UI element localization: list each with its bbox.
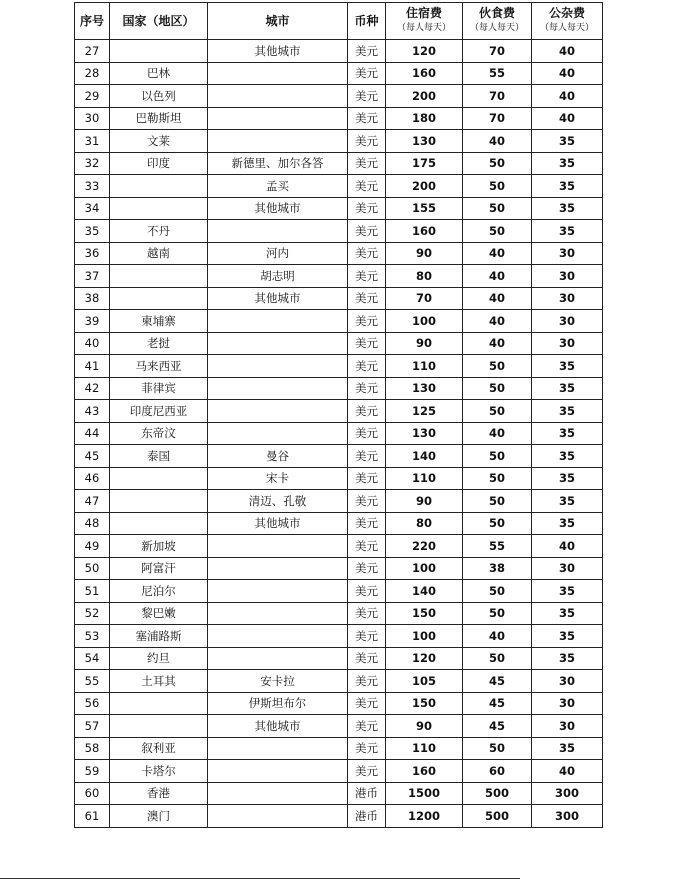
cell-meals: 55 [463,62,532,85]
cell-currency: 美元 [348,512,386,535]
cell-index: 61 [75,805,110,828]
cell-index: 59 [75,760,110,783]
cell-currency: 美元 [348,265,386,288]
cell-currency: 美元 [348,422,386,445]
cell-country [110,467,208,490]
table-row [75,467,603,490]
cell-misc: 35 [532,647,603,670]
cell-lodging: 200 [386,175,463,198]
cell-lodging: 100 [386,625,463,648]
cell-currency: 美元 [348,197,386,220]
cell-city [208,400,348,423]
cell-misc: 300 [532,805,603,828]
cell-city [208,310,348,333]
cell-misc: 30 [532,265,603,288]
cell-meals: 50 [463,647,532,670]
cell-currency: 美元 [348,760,386,783]
cell-lodging: 90 [386,715,463,738]
cell-currency: 美元 [348,602,386,625]
cell-meals: 50 [463,400,532,423]
cell-index: 57 [75,715,110,738]
table-row [75,175,603,198]
cell-currency: 美元 [348,445,386,468]
cell-lodging: 130 [386,130,463,153]
table-row [75,287,603,310]
cell-city [208,85,348,108]
table-row [75,557,603,580]
cell-meals: 50 [463,445,532,468]
cell-currency: 港币 [348,805,386,828]
cell-city [208,535,348,558]
cell-index: 55 [75,670,110,693]
table-row [75,580,603,603]
cell-city [208,62,348,85]
cell-country: 澳门 [110,805,208,828]
cell-misc: 30 [532,692,603,715]
table-row [75,670,603,693]
cell-lodging: 125 [386,400,463,423]
table-row [75,377,603,400]
cell-city [208,625,348,648]
cell-country: 阿富汗 [110,557,208,580]
cell-currency: 美元 [348,737,386,760]
table-row [75,332,603,355]
cell-misc: 30 [532,557,603,580]
cell-index: 42 [75,377,110,400]
table-row [75,62,603,85]
cell-index: 39 [75,310,110,333]
table-row [75,715,603,738]
cell-country: 马来西亚 [110,355,208,378]
cell-currency: 美元 [348,467,386,490]
cell-lodging: 110 [386,467,463,490]
cell-currency: 美元 [348,107,386,130]
cell-currency: 美元 [348,287,386,310]
cell-misc: 35 [532,512,603,535]
cell-index: 56 [75,692,110,715]
cell-currency: 美元 [348,557,386,580]
cell-misc: 35 [532,737,603,760]
cell-meals: 40 [463,265,532,288]
cell-lodging: 110 [386,355,463,378]
cell-meals: 40 [463,242,532,265]
table-row [75,625,603,648]
cell-currency: 美元 [348,670,386,693]
table-row [75,220,603,243]
cell-index: 44 [75,422,110,445]
cell-meals: 50 [463,152,532,175]
cell-meals: 50 [463,355,532,378]
cell-country [110,197,208,220]
cell-meals: 50 [463,175,532,198]
cell-meals: 40 [463,422,532,445]
cell-misc: 35 [532,467,603,490]
cell-index: 34 [75,197,110,220]
cell-currency: 美元 [348,535,386,558]
cell-meals: 50 [463,220,532,243]
cell-country: 不丹 [110,220,208,243]
cell-country: 黎巴嫩 [110,602,208,625]
cell-meals: 40 [463,625,532,648]
table-row [75,490,603,513]
table-row [75,107,603,130]
cell-index: 38 [75,287,110,310]
cell-country: 东帝汶 [110,422,208,445]
cell-index: 51 [75,580,110,603]
table-row [75,422,603,445]
table-row [75,265,603,288]
cell-lodging: 100 [386,310,463,333]
cell-currency: 美元 [348,332,386,355]
cell-country: 文莱 [110,130,208,153]
table-row [75,737,603,760]
cell-misc: 35 [532,220,603,243]
cell-lodging: 120 [386,647,463,670]
cell-index: 33 [75,175,110,198]
header-meals-note: （每人每天） [469,23,524,33]
cell-misc: 35 [532,602,603,625]
cell-meals: 50 [463,197,532,220]
cell-country [110,692,208,715]
cell-country: 新加坡 [110,535,208,558]
cell-index: 58 [75,737,110,760]
cell-city [208,130,348,153]
cell-city [208,602,348,625]
cell-misc: 300 [532,782,603,805]
cell-city [208,332,348,355]
cell-currency: 美元 [348,310,386,333]
cell-lodging: 150 [386,692,463,715]
cell-misc: 35 [532,445,603,468]
cell-country: 香港 [110,782,208,805]
cell-meals: 40 [463,287,532,310]
cell-currency: 美元 [348,490,386,513]
cell-country: 越南 [110,242,208,265]
cell-city [208,580,348,603]
cell-city: 其他城市 [208,715,348,738]
cell-misc: 35 [532,197,603,220]
standards-table [74,2,603,828]
cell-country [110,40,208,63]
header-lodging-note: （每人每天） [396,23,451,33]
cell-city [208,355,348,378]
cell-meals: 70 [463,107,532,130]
cell-country: 叙利亚 [110,737,208,760]
table-row [75,445,603,468]
cell-country: 以色列 [110,85,208,108]
cell-city: 胡志明 [208,265,348,288]
cell-lodging: 90 [386,332,463,355]
cell-city [208,647,348,670]
cell-country [110,265,208,288]
cell-misc: 40 [532,760,603,783]
cell-meals: 50 [463,377,532,400]
cell-index: 40 [75,332,110,355]
page-bottom-rule [0,878,520,879]
header-meals-label: 伙食费 [478,6,515,20]
cell-misc: 30 [532,715,603,738]
cell-misc: 30 [532,287,603,310]
cell-lodging: 105 [386,670,463,693]
cell-misc: 35 [532,422,603,445]
cell-misc: 35 [532,175,603,198]
cell-country [110,490,208,513]
cell-currency: 美元 [348,715,386,738]
cell-city: 宋卡 [208,467,348,490]
cell-country: 柬埔寨 [110,310,208,333]
cell-index: 37 [75,265,110,288]
cell-city: 安卡拉 [208,670,348,693]
cell-currency: 美元 [348,580,386,603]
cell-lodging: 80 [386,512,463,535]
cell-country: 塞浦路斯 [110,625,208,648]
cell-index: 32 [75,152,110,175]
cell-country: 尼泊尔 [110,580,208,603]
cell-meals: 50 [463,737,532,760]
table-row [75,355,603,378]
cell-index: 27 [75,40,110,63]
cell-lodging: 1500 [386,782,463,805]
cell-lodging: 140 [386,445,463,468]
cell-misc: 40 [532,85,603,108]
cell-city [208,107,348,130]
header-country: 国家（地区） [110,3,208,40]
cell-country: 印度 [110,152,208,175]
cell-currency: 美元 [348,242,386,265]
cell-city: 清迈、孔敬 [208,490,348,513]
cell-currency: 美元 [348,220,386,243]
table-row [75,197,603,220]
cell-index: 30 [75,107,110,130]
cell-currency: 美元 [348,152,386,175]
cell-city [208,782,348,805]
table-row [75,760,603,783]
header-row [75,3,603,40]
cell-city [208,422,348,445]
cell-meals: 60 [463,760,532,783]
table-row [75,242,603,265]
cell-index: 60 [75,782,110,805]
cell-currency: 港币 [348,782,386,805]
cell-index: 47 [75,490,110,513]
cell-country: 约旦 [110,647,208,670]
cell-index: 41 [75,355,110,378]
cell-country: 菲律宾 [110,377,208,400]
cell-currency: 美元 [348,85,386,108]
cell-meals: 40 [463,332,532,355]
cell-city: 孟买 [208,175,348,198]
header-lodging-label: 住宿费 [405,6,442,20]
cell-country: 老挝 [110,332,208,355]
header-index: 序号 [75,3,110,40]
cell-index: 54 [75,647,110,670]
cell-misc: 30 [532,332,603,355]
cell-index: 49 [75,535,110,558]
cell-country [110,512,208,535]
cell-misc: 30 [532,670,603,693]
cell-city [208,557,348,580]
cell-meals: 38 [463,557,532,580]
table-row [75,512,603,535]
cell-currency: 美元 [348,647,386,670]
cell-city: 其他城市 [208,40,348,63]
cell-lodging: 200 [386,85,463,108]
cell-lodging: 90 [386,490,463,513]
cell-index: 53 [75,625,110,648]
cell-lodging: 80 [386,265,463,288]
cell-lodging: 150 [386,602,463,625]
table-row [75,602,603,625]
cell-country: 土耳其 [110,670,208,693]
cell-index: 48 [75,512,110,535]
cell-misc: 35 [532,625,603,648]
cell-city [208,805,348,828]
cell-meals: 40 [463,130,532,153]
cell-misc: 40 [532,535,603,558]
cell-lodging: 70 [386,287,463,310]
cell-city: 其他城市 [208,197,348,220]
cell-city [208,737,348,760]
cell-city [208,220,348,243]
cell-meals: 45 [463,670,532,693]
cell-index: 52 [75,602,110,625]
header-city: 城市 [208,3,348,40]
cell-index: 46 [75,467,110,490]
cell-meals: 70 [463,85,532,108]
cell-lodging: 90 [386,242,463,265]
cell-country [110,175,208,198]
cell-misc: 35 [532,490,603,513]
cell-meals: 45 [463,692,532,715]
cell-city: 新德里、加尔各答 [208,152,348,175]
cell-country: 泰国 [110,445,208,468]
cell-misc: 35 [532,400,603,423]
cell-country [110,715,208,738]
cell-lodging: 180 [386,107,463,130]
cell-misc: 30 [532,310,603,333]
header-misc-label: 公杂费 [548,6,585,20]
cell-meals: 70 [463,40,532,63]
table-row [75,130,603,153]
cell-country: 印度尼西亚 [110,400,208,423]
cell-lodging: 130 [386,422,463,445]
header-meals [463,3,532,40]
cell-meals: 55 [463,535,532,558]
cell-lodging: 220 [386,535,463,558]
cell-index: 35 [75,220,110,243]
cell-currency: 美元 [348,377,386,400]
table-row [75,805,603,828]
cell-index: 43 [75,400,110,423]
table-row [75,85,603,108]
table-row [75,400,603,423]
cell-city: 曼谷 [208,445,348,468]
cell-country: 卡塔尔 [110,760,208,783]
cell-country: 巴林 [110,62,208,85]
cell-currency: 美元 [348,62,386,85]
cell-index: 29 [75,85,110,108]
header-misc [532,3,603,40]
table-row [75,782,603,805]
cell-misc: 35 [532,355,603,378]
cell-lodging: 120 [386,40,463,63]
cell-lodging: 1200 [386,805,463,828]
cell-meals: 50 [463,602,532,625]
cell-city [208,760,348,783]
table-row [75,310,603,333]
cell-meals: 500 [463,782,532,805]
cell-misc: 40 [532,107,603,130]
cell-city [208,377,348,400]
cell-meals: 50 [463,467,532,490]
cell-meals: 50 [463,490,532,513]
cell-misc: 40 [532,62,603,85]
table-row [75,647,603,670]
cell-index: 31 [75,130,110,153]
cell-currency: 美元 [348,175,386,198]
cell-index: 50 [75,557,110,580]
cell-meals: 50 [463,512,532,535]
cell-meals: 500 [463,805,532,828]
cell-city: 其他城市 [208,287,348,310]
cell-lodging: 130 [386,377,463,400]
cell-misc: 35 [532,130,603,153]
cell-misc: 35 [532,377,603,400]
cell-currency: 美元 [348,625,386,648]
cell-lodging: 160 [386,220,463,243]
cell-index: 36 [75,242,110,265]
table-row [75,40,603,63]
cell-misc: 30 [532,242,603,265]
table-row [75,535,603,558]
cell-meals: 45 [463,715,532,738]
header-misc-note: （每人每天） [539,23,594,33]
cell-meals: 40 [463,310,532,333]
cell-currency: 美元 [348,692,386,715]
cell-lodging: 175 [386,152,463,175]
cell-city: 河内 [208,242,348,265]
header-lodging [386,3,463,40]
cell-lodging: 110 [386,737,463,760]
cell-meals: 50 [463,580,532,603]
cell-misc: 35 [532,152,603,175]
cell-index: 45 [75,445,110,468]
cell-currency: 美元 [348,130,386,153]
table-row [75,152,603,175]
cell-lodging: 160 [386,62,463,85]
cell-lodging: 140 [386,580,463,603]
cell-currency: 美元 [348,355,386,378]
cell-misc: 40 [532,40,603,63]
cell-city: 其他城市 [208,512,348,535]
table-row [75,692,603,715]
cell-country: 巴勒斯坦 [110,107,208,130]
cell-lodging: 100 [386,557,463,580]
header-currency: 币种 [348,3,386,40]
cell-currency: 美元 [348,400,386,423]
cell-lodging: 155 [386,197,463,220]
cell-city: 伊斯坦布尔 [208,692,348,715]
cell-currency: 美元 [348,40,386,63]
cell-lodging: 160 [386,760,463,783]
cell-index: 28 [75,62,110,85]
cell-misc: 35 [532,580,603,603]
cell-country [110,287,208,310]
table-body [75,40,603,828]
